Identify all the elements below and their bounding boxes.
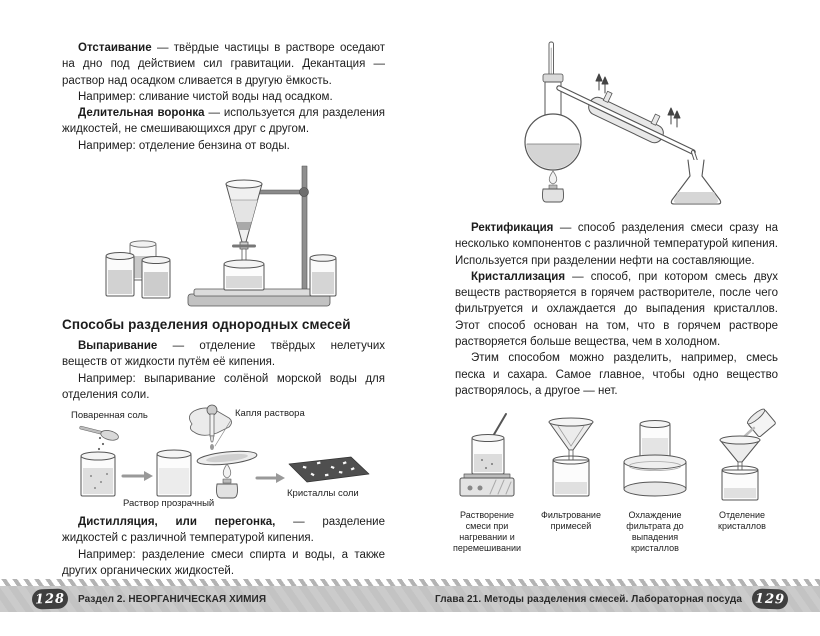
separating-funnel [226,180,262,265]
page-number-left: 128 [34,590,66,608]
filtering-illustration [534,408,608,503]
paragraph-delitelnaya-voronka [62,105,385,138]
hand-with-dropper [189,405,231,450]
caption-dissolving: Растворение смеси при нагревании и перемешивании [452,510,522,553]
beaker-filtrate [553,456,589,496]
footer-chapter-title: Глава 21. Методы разделения смесей. Лабораторная посуда [434,593,742,605]
page-number-badge-right [752,588,789,609]
beaker-salt [81,452,115,496]
beaker-right [310,255,336,296]
round-bottom-flask [525,114,581,172]
cooling-illustration [618,408,692,503]
funnel [549,418,593,464]
paragraph-vyparivanie-text: — отделение твёрдых нелетучих веществ от жидкости путём её кипения. [62,340,385,369]
beaker-front-left-1 [106,253,134,297]
caption-filtering: Фильтрование примесей [541,510,601,531]
left-text-block-1 [62,40,385,154]
paragraph-rektifikaciya-text: — способ разделения смеси сразу на несколько компонентов с различной температурой кипения. Используется при разделении нефти на составляющие. [455,222,778,267]
caption-separating: Отделение кристаллов [718,510,766,531]
separating-illustration [702,408,782,503]
beaker-on-hotplate [472,435,504,475]
paragraph-primer-pesok-sahar: Этим способом можно разделить, например, смесь песка и сахара. Самое главное, чтобы одно вещество растворялось, а другое — нет. [455,352,778,397]
burner [542,171,563,202]
distillation-figure [485,30,740,208]
paragraph-kristallizaciya [455,269,778,350]
beaker-receiving [224,260,264,290]
crystallizer-dish [624,455,686,496]
beaker-crystals [722,466,758,500]
page-right [410,0,820,586]
term-delitelnaya-voronka: Делительная воронка [78,107,205,120]
paragraph-kristallizaciya-text: — способ, при котором смесь двух веществ растворяется в горячем растворителе, после чего фильтруется и охлаждается до выпадения кристаллов. Этот способ основан на том, что в горячем растворе растворяется больше вещества, чем в холодном. [455,270,778,349]
label-table-salt: Поваренная соль [71,410,148,421]
distillation-illustration [485,30,740,208]
cooling-step [618,408,692,554]
term-rektifikaciya: Ректификация [471,222,554,234]
salt-spoon [78,423,119,441]
paragraph-voronka-text: — используется для разделения жидкостей, не смешивающихся друг с другом. [62,107,385,136]
paragraph-vyparivanie [62,338,385,371]
dissolving-illustration [450,408,524,503]
footer-band [0,586,820,612]
paragraph-example-sol: Например: выпаривание солёной морской воды для отделения соли. [62,372,385,401]
page-left [0,0,410,586]
page-number-right: 129 [754,590,786,608]
left-text-block-3 [62,514,385,579]
separating-step [702,408,782,532]
paragraph-rektifikaciya [455,220,778,269]
paragraph-example-benzin: Например: отделение бензина от воды. [78,139,290,152]
footer-section-title: Раздел 2. НЕОРГАНИЧЕСКАЯ ХИМИЯ [78,593,267,605]
beaker-clear-solution [157,450,191,496]
label-salt-crystals: Кристаллы соли [287,488,359,499]
term-distillyaciya: Дистилляция, или перегонка, [78,516,276,528]
term-kristallizaciya: Кристаллизация [471,270,566,283]
paragraph-example-decant: Например: сливание чистой воды над осадком. [78,90,333,103]
dissolving-step [450,408,524,554]
paragraph-distillyaciya [62,514,385,547]
crystallization-figure [450,408,782,554]
right-text-block [455,220,778,399]
arrow-right-2 [257,473,285,483]
paragraph-otstaivanie [62,40,385,89]
hotplate [460,474,514,496]
paragraph-example-spirt: Например: разделение смеси спирта и воды, а также других органических жидкостей. [62,548,385,577]
spirit-lamp [217,464,238,498]
paragraph-otstaivanie-text: — твёрдые частицы в растворе оседают на дно под действием сил гравитации. Декантация — раствор над осадком сливается в другую ёмкость. [62,42,385,87]
section-heading: Способы разделения однородных смесей [62,317,351,332]
term-vyparivanie: Выпаривание [78,340,158,352]
left-text-block-2 [62,338,385,403]
evaporation-figure [55,400,395,512]
separating-funnel-figure [100,160,340,315]
pouring-cup [746,408,776,437]
label-solution-drop: Капля раствора [235,408,305,419]
filtering-step [534,408,608,532]
term-otstaivanie: Отстаивание [78,42,152,54]
paragraph-distillyaciya-text: — разделение жидкостей с различной температурой кипения. [62,516,386,545]
label-clear-solution: Раствор прозрачный [123,498,215,509]
erlenmeyer-flask [671,160,720,204]
separating-funnel-illustration [100,160,340,315]
funnel [720,436,760,474]
caption-cooling: Охлаждение фильтрата до выпадения кристаллов [626,510,684,553]
crystals-plate [289,457,369,482]
page-number-badge-left [32,588,69,609]
arrow-right-1 [123,471,153,481]
beaker-front-left-2 [142,257,170,299]
